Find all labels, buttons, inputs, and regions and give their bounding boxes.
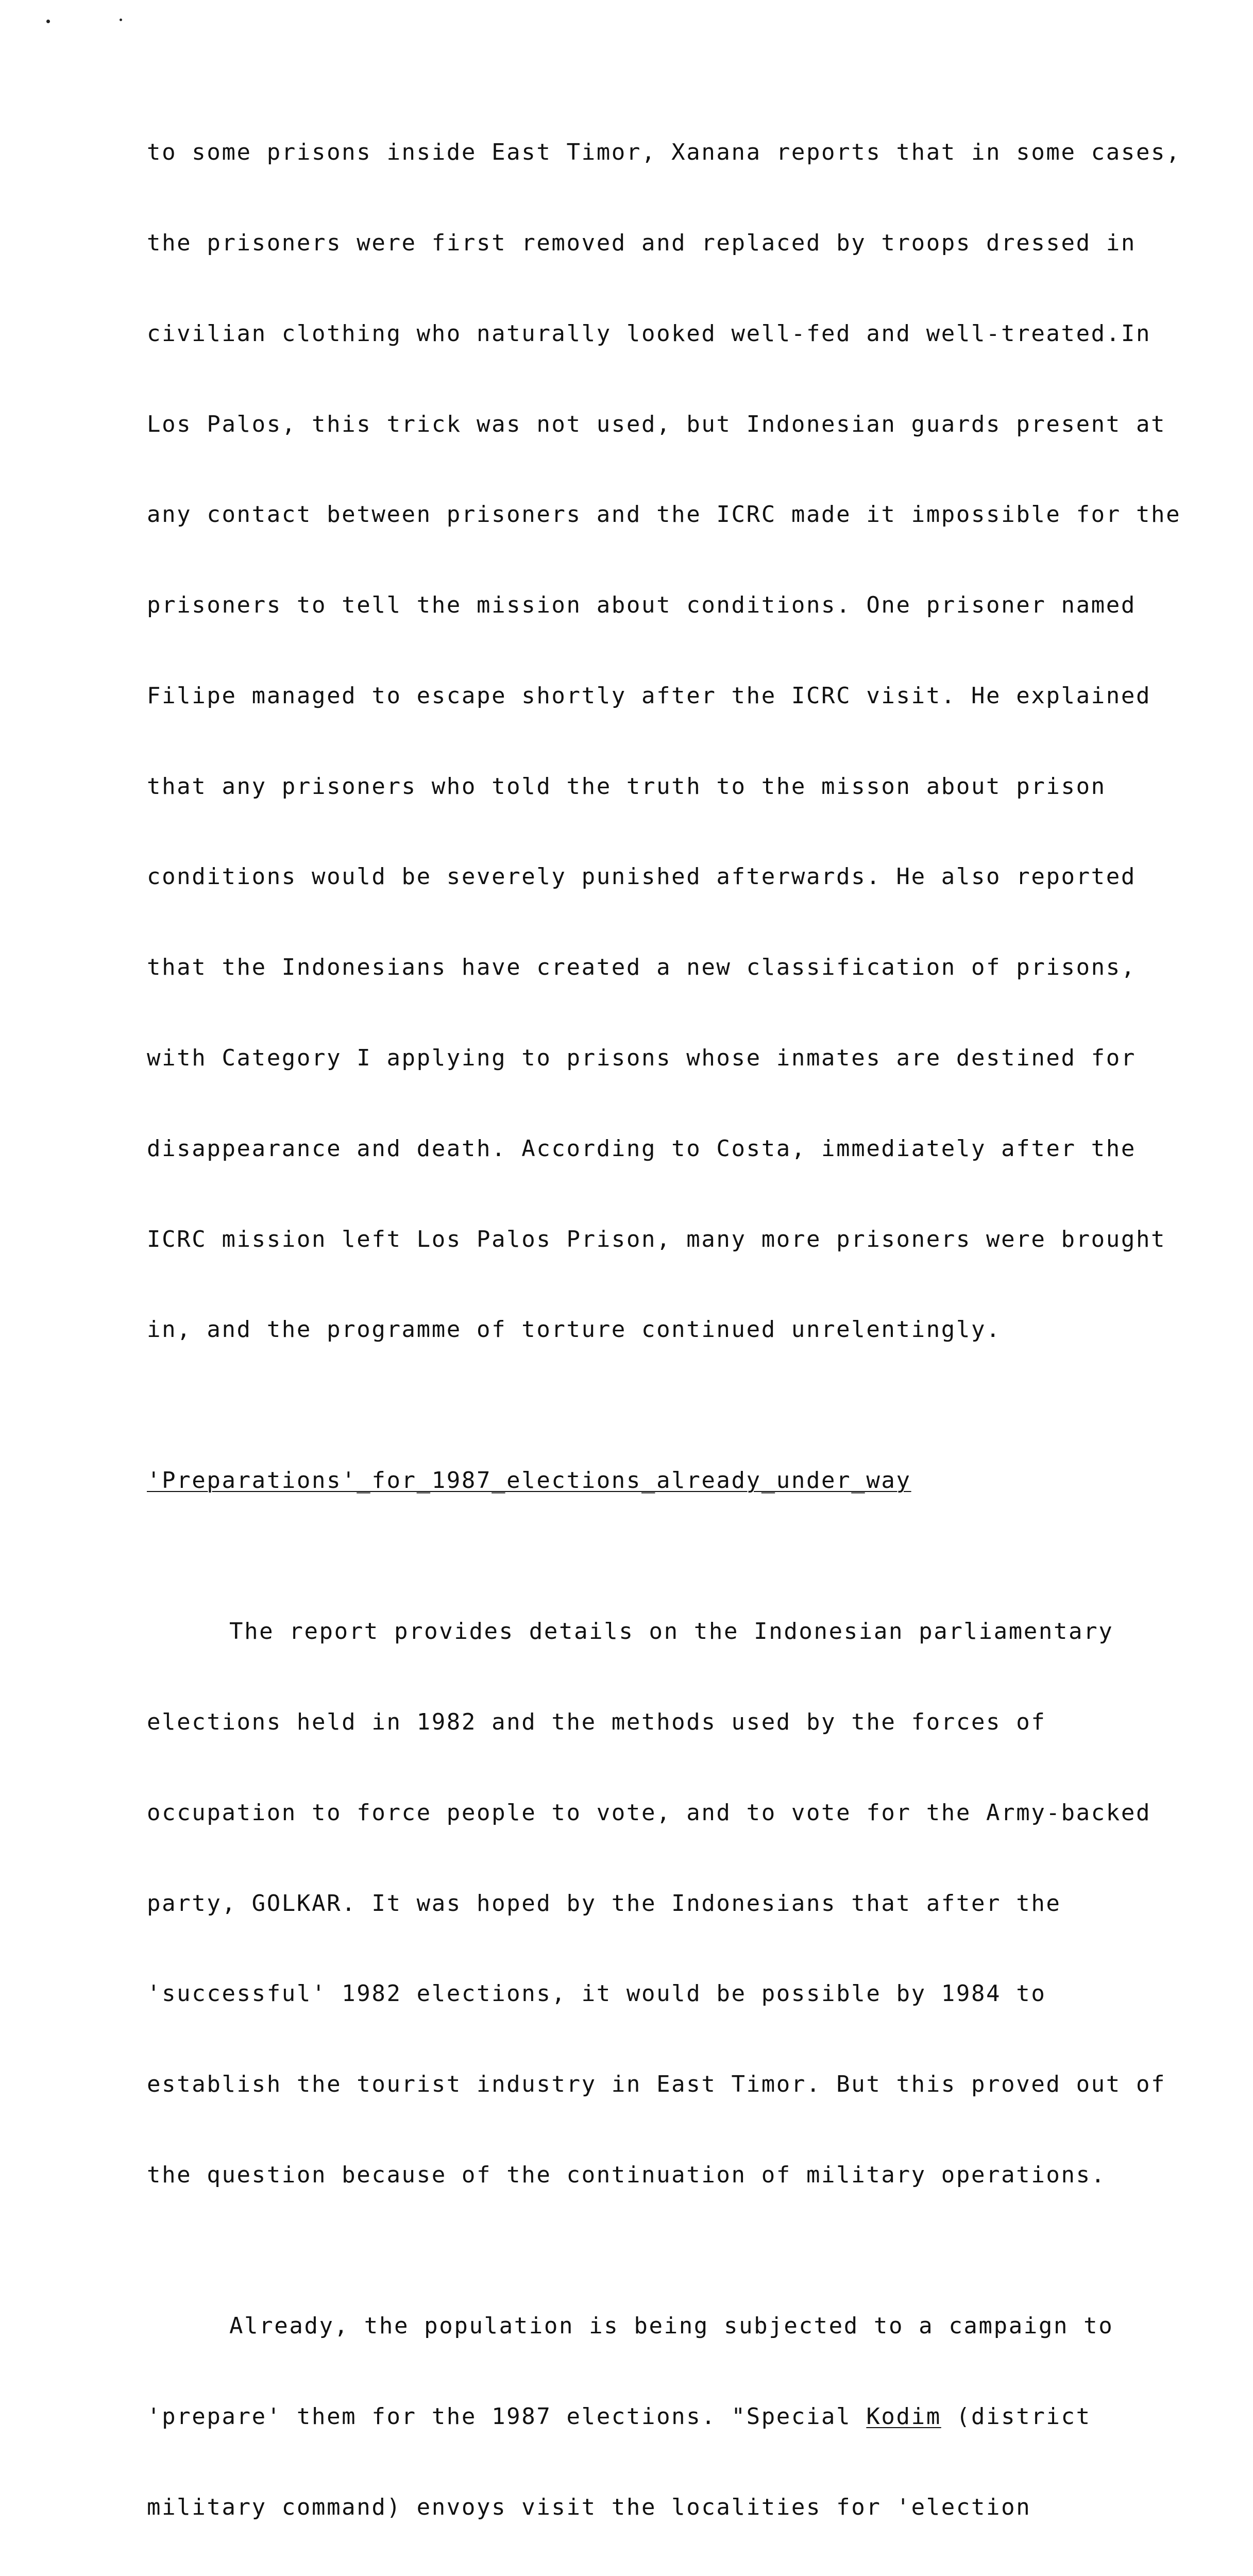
text-line: in, and the programme of torture continued unrelentingly.: [147, 1316, 1002, 1343]
text-line: 'successful' 1982 elections, it would be possible by 1984 to: [147, 1980, 1046, 2007]
paragraph-prison-conditions: [147, 77, 1234, 1405]
section-heading-elections: [147, 1405, 1234, 1556]
text-line: prisoners to tell the mission about conditions. One prisoner named: [147, 592, 1136, 619]
text-line: disappearance and death. According to Costa, immediately after the: [147, 1135, 1136, 1162]
paragraph-1982-elections: [147, 1556, 1234, 2251]
text-line: ICRC mission left Los Palos Prison, many more prisoners were brought: [147, 1226, 1166, 1252]
underlined-term: Kodim: [866, 2403, 941, 2430]
text-line: any contact between prisoners and the ICRC made it impossible for the: [147, 501, 1181, 528]
text-line: the prisoners were first removed and replaced by troops dressed in: [147, 229, 1136, 256]
text-line: military command) envoys visit the localities for 'election: [147, 2494, 1031, 2520]
text-segment: 'prepare' them for the 1987 elections. "Special: [147, 2403, 867, 2430]
text-line: elections held in 1982 and the methods used by the forces of: [147, 1709, 1046, 1736]
text-line: The report provides details on the Indonesian parliamentary: [229, 1618, 1114, 1645]
text-line: that any prisoners who told the truth to the misson about prison: [147, 773, 1106, 800]
text-line: civilian clothing who naturally looked well-fed and well-treated.In: [147, 320, 1152, 347]
text-line: party, GOLKAR. It was hoped by the Indonesians that after the: [147, 1890, 1061, 1917]
scan-speck: [46, 20, 50, 23]
text-line: occupation to force people to vote, and to vote for the Army-backed: [147, 1799, 1152, 1826]
text-line: conditions would be severely punished afterwards. He also reported: [147, 863, 1136, 890]
text-line: establish the tourist industry in East Timor. But this proved out of: [147, 2071, 1166, 2098]
text-line: to some prisons inside East Timor, Xanana reports that in some cases,: [147, 139, 1181, 166]
paragraph-1987-campaign: [147, 2251, 1234, 2576]
scan-speck: [120, 19, 122, 21]
text-segment: (district: [941, 2403, 1091, 2430]
text-line: [147, 2402, 1234, 2432]
text-line: the question because of the continuation of military operations.: [147, 2161, 1106, 2188]
text-line: Already, the population is being subjected to a campaign to: [229, 2312, 1114, 2339]
heading-text: 'Preparations'_for_1987_elections_already_under_way: [147, 1467, 911, 1494]
text-line: Filipe managed to escape shortly after the ICRC visit. He explained: [147, 682, 1152, 709]
text-line: with Category I applying to prisons whose inmates are destined for: [147, 1045, 1136, 1071]
text-line: that the Indonesians have created a new classification of prisons,: [147, 954, 1136, 981]
text-line: Los Palos, this trick was not used, but Indonesian guards present at: [147, 411, 1166, 437]
document-body: [147, 77, 1234, 2576]
